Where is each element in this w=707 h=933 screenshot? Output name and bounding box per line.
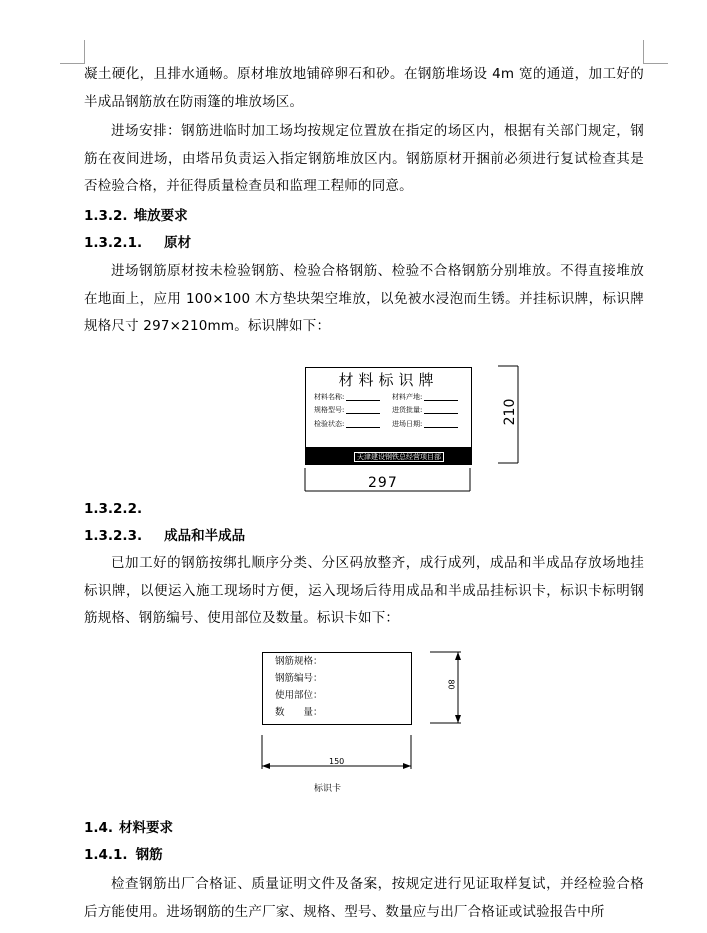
heading-title: 成品和半成品 (164, 528, 246, 544)
card-field-location: 使用部位： (275, 690, 323, 701)
paragraph-arrangement: 进场安排：钢筋进临时加工场均按规定位置放在指定的场区内，根据有关部门规定，钢筋在夜间进场，由塔吊负责运入指定钢筋堆放区内。钢筋原材开捆前必须进行复试检查其是否检验合格，并征得质量检查员和监理工程师的同意。 (84, 123, 644, 194)
heading-number: 1.3.2.3. (84, 528, 143, 544)
paragraph-finished-products: 已加工好的钢筋按绑扎顺序分类、分区码放整齐，成行成列，成品和半成品存放场地挂标识牌，以便运入施工现场时方便，运入现场后待用成品和半成品挂标识卡，标识卡标明钢筋规格、钢筋编号、使用部位及数量。标识卡如下： (84, 555, 644, 626)
heading-title: 材料要求 (119, 820, 174, 836)
heading-number: 1.4.1. (84, 847, 128, 863)
heading-number: 1.3.2.1. (84, 235, 143, 251)
card-dimension-lines (255, 645, 470, 775)
heading-number: 1.3.2. (84, 208, 128, 224)
paragraph-rebar-inspection: 检查钢筋出厂合格证、质量证明文件及备案，按规定进行见证取样复试，并经检验合格后方能使用。进场钢筋的生产厂家、规格、型号、数量应与出厂合格证或试验报告中所 (84, 876, 644, 920)
sign-field-batch: 进货批量: (392, 406, 458, 414)
heading-title: 堆放要求 (133, 208, 188, 224)
card-field-code: 钢筋编号： (275, 673, 323, 684)
sign-field-status: 检验状态: (314, 420, 380, 428)
sign-height-label: 210 (502, 398, 518, 426)
heading-number: 1.4. (84, 820, 114, 836)
sign-field-spec: 规格型号: (314, 406, 380, 414)
heading-title: 原材 (164, 235, 192, 251)
heading-1-3-2-3 (84, 526, 245, 546)
crop-mark-left-h (60, 63, 85, 64)
paragraph-raw-material: 进场钢筋原材按未检验钢筋、检验合格钢筋、检验不合格钢筋分别堆放。不得直接堆放在地面上，应用 100×100 木方垫块架空堆放，以免被水浸泡而生锈。并挂标识牌，标识牌规格尺寸 297×210mm。标识牌如下： (84, 263, 644, 334)
crop-mark-right-h (643, 63, 668, 64)
heading-number: 1.3.2.2. (84, 501, 143, 517)
heading-1-4-1 (84, 845, 163, 865)
card-width-label: 150 (329, 757, 345, 766)
sign-field-name: 材料名称: (314, 393, 380, 401)
paragraph-intro: 凝土硬化，且排水通畅。原材堆放地铺碎卵石和砂。在钢筋堆场设 4m 宽的通道，加工好的半成品钢筋放在防雨篷的堆放场区。 (84, 66, 644, 110)
card-caption: 标识卡 (314, 784, 342, 794)
card-field-spec: 钢筋规格： (275, 656, 323, 667)
heading-1-3-2 (84, 206, 188, 226)
heading-1-4 (84, 818, 173, 838)
sign-field-date: 进场日期: (392, 420, 458, 428)
heading-title: 钢筋 (135, 847, 163, 863)
sign-footer-text: 天津建设钢铁总经营项目部 (354, 452, 444, 462)
sign-dimension-lines (290, 360, 530, 500)
card-field-qty: 数 量： (275, 707, 323, 718)
heading-1-3-2-2 (84, 499, 164, 519)
sign-field-origin: 材料产地: (392, 393, 458, 401)
card-height-label: 80 (446, 679, 456, 690)
sign-title: 材料标识牌 (338, 371, 439, 389)
sign-width-label: 297 (368, 475, 398, 491)
heading-1-3-2-1 (84, 233, 191, 253)
